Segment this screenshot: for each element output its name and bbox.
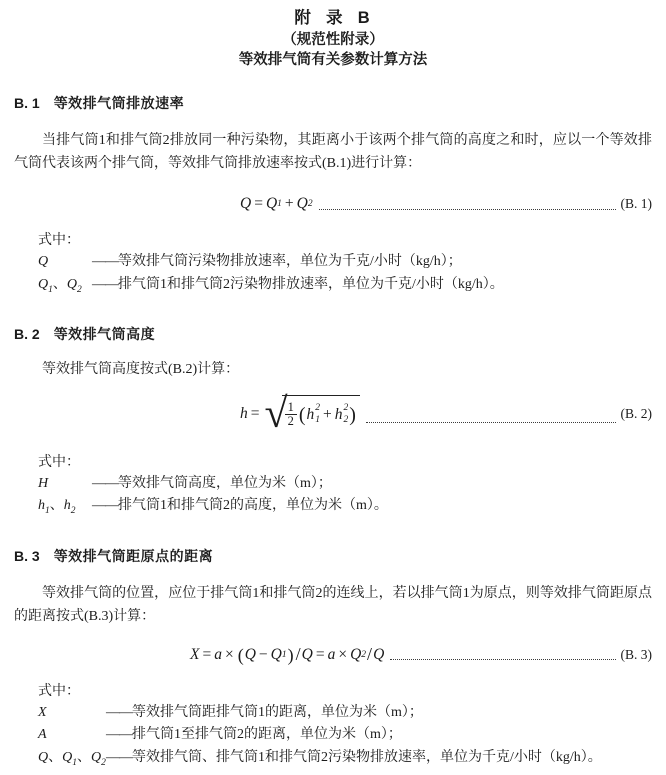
var-Q: Q [373,645,385,663]
def-var-H: H [38,475,49,491]
where-label-b3: 式中： [38,683,80,699]
equals-sign: = [315,645,325,663]
def-dash: —— [106,749,132,765]
def-text: 排气筒1至排气筒2的距离，单位为米（m）； [132,727,402,743]
section-b3-title: 等效排气筒距原点的距离 [53,547,214,564]
times-sign: × [338,645,348,663]
definition-row [14,702,652,725]
where-label-b2: 式中： [38,454,80,470]
right-paren: ) [287,644,294,665]
section-b1-code: B. 1 [14,95,40,111]
subscript-1: 1 [277,199,282,209]
left-paren: ( [237,644,244,665]
formula-b2 [14,389,652,439]
section-b2-title: 等效排气筒高度 [53,325,156,342]
dot-leader [366,422,616,423]
def-var-X: X [38,704,47,720]
def-dash: —— [92,276,118,292]
formula-b1 [14,191,652,217]
equation-b2 [240,390,360,437]
equation-b3 [190,644,384,665]
def-text: 排气筒1和排气筒2污染物排放速率，单位为千克/小时（kg/h）。 [118,276,504,292]
definition-row [14,251,652,274]
def-text: 排气筒1和排气筒2的高度，单位为米（m）。 [118,498,388,514]
section-b2-heading [14,325,652,343]
var-h1: h [306,405,315,423]
def-text: 等效排气筒距排气筒1的距离，单位为米（m）； [132,704,423,720]
subscript-2: 2 [361,649,367,660]
var-Q1: Q [265,195,278,212]
def-dash: —— [106,704,132,720]
radicand [282,395,360,433]
minus-sign: − [258,645,268,663]
var-Q: Q [240,195,252,212]
radical-sign: √ [264,390,288,437]
def-var-Q1-Q2: $Q_1$、$Q_2$ [38,276,82,295]
equation-b3-label: (B. 3) [620,646,652,662]
divide-slash: / [295,644,301,665]
var-Q: Q [301,645,313,663]
formula-b3 [14,642,652,668]
def-var-h1-h2: $h_1$、$h_2$ [38,498,76,517]
plus-sign: + [284,195,294,212]
section-b2-paragraph: 等效排气筒高度按式(B.2)计算： [42,361,240,377]
appendix-subtitle: （规范性附录） [282,32,384,48]
subscript-1: 1 [281,649,287,660]
def-var-Q-Q1-Q2: Q、$Q_1$、$Q_2$ [38,749,106,768]
var-h2: h [334,405,343,423]
section-b1-heading [14,94,652,112]
var-Q1: Q [270,645,282,663]
divide-slash: / [367,644,373,665]
dot-leader [390,659,615,660]
appendix-title: 附 录 B [294,9,372,27]
def-var-A: A [38,727,47,743]
var-a: a [327,645,336,663]
equation-b1-label: (B. 1) [620,196,652,211]
var-Q: Q [244,645,256,663]
section-b3-code: B. 3 [14,547,40,564]
fraction-one-half: $\frac{1}{2}$ [285,401,297,428]
sub-sup-stack: 2 2 [343,402,349,426]
right-paren: ) [349,403,356,426]
def-text: 等效排气筒高度，单位为米（m）； [118,475,332,491]
var-X: X [190,645,200,663]
def-text: 等效排气筒、排气筒1和排气筒2污染物排放速率，单位为千克/小时（kg/h）。 [132,749,602,765]
def-var-Q: Q [38,254,49,269]
appendix-subject: 等效排气筒有关参数计算方法 [238,52,428,68]
definition-row [14,473,652,496]
def-dash: —— [106,727,132,743]
sub-sup-stack: 2 1 [315,402,320,426]
left-paren: ( [298,403,306,426]
definition-row [14,495,652,522]
def-dash: —— [92,254,118,269]
section-b3-heading [14,547,652,565]
var-Q2: Q [296,195,308,212]
section-b2-code: B. 2 [14,325,40,342]
section-b1-title: 等效排气筒排放速率 [53,95,185,111]
equals-sign: = [250,404,260,422]
equals-sign: = [202,645,212,663]
def-dash: —— [92,498,118,514]
where-label-b1: 式中： [38,233,80,248]
times-sign: × [224,645,234,663]
equation-b1 [240,195,313,213]
section-b1-paragraph: 当排气筒1和排气筒2排放同一种污染物，其距离小于该两个排气筒的高度之和时，应以一个等效排气筒代表该两个排气筒，等效排气筒排放速率按式(B.1)进行计算： [14,133,652,171]
definition-row [14,274,652,301]
dot-leader [319,209,616,210]
var-a: a [214,645,222,663]
var-h: h [240,404,248,422]
def-dash: —— [92,475,118,491]
equation-b2-label: (B. 2) [620,405,652,421]
plus-sign: + [322,405,332,423]
var-Q2: Q [350,645,362,663]
subscript-2: 2 [307,199,313,209]
definition-row [14,724,652,747]
equals-sign: = [254,195,263,212]
def-text: 等效排气筒污染物排放速率，单位为千克/小时（kg/h）； [118,254,462,269]
definition-row [14,747,652,774]
square-root [264,390,360,437]
section-b3-paragraph: 等效排气筒的位置，应位于排气筒1和排气筒2的连线上，若以排气筒1为原点，则等效排气筒距原点的距离按式(B.3)计算： [14,585,652,624]
